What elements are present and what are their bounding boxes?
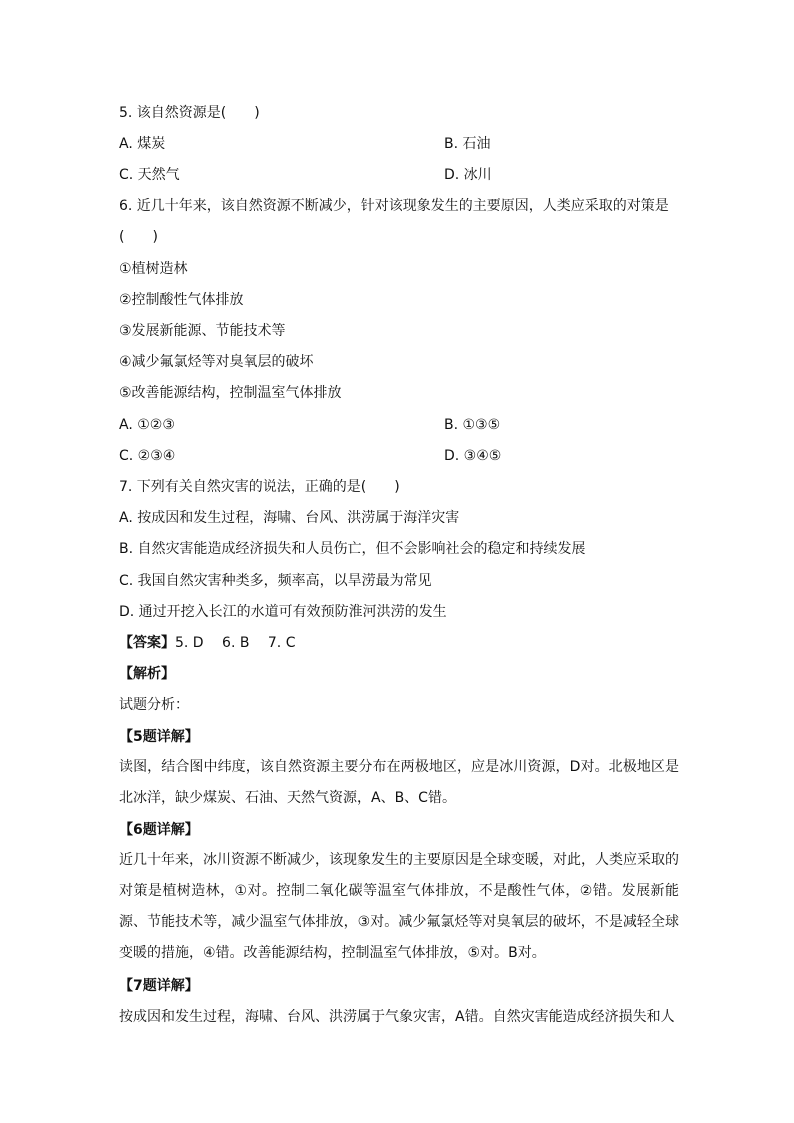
answer-line xyxy=(119,634,295,652)
answer-text: 5. D 6. B 7. C xyxy=(175,635,296,651)
analysis-intro: 试题分析： xyxy=(119,697,189,713)
question-7-option-b: B. 自然灾害能造成经济损失和人员伤亡，但不会影响社会的稳定和持续发展 xyxy=(119,541,586,557)
question-6-item-3: ③发展新能源、节能技术等 xyxy=(119,323,286,339)
analysis-heading: 【解析】 xyxy=(119,666,175,682)
question-7-stem: 7. 下列有关自然灾害的说法，正确的是( ) xyxy=(119,479,400,495)
detail-7-text: 按成因和发生过程，海啸、台风、洪涝属于气象灾害，A错。自然灾害能造成经济损失和人 xyxy=(119,1009,675,1025)
detail-5-text: 读图，结合图中纬度，该自然资源主要分布在两极地区，应是冰川资源，D对。北极地区是北冰洋，缺少煤炭、石油、天然气资源，A、B、C错。 xyxy=(119,759,679,806)
question-6-option-d: D. ③④⑤ xyxy=(444,448,502,464)
question-5-option-b: B. 石油 xyxy=(444,136,491,152)
answer-heading: 【答案】 xyxy=(119,635,175,651)
question-5-option-c: C. 天然气 xyxy=(119,167,180,183)
question-7-option-a: A. 按成因和发生过程，海啸、台风、洪涝属于海洋灾害 xyxy=(119,510,460,526)
detail-5-heading: 【5题详解】 xyxy=(119,729,199,745)
question-6-stem: 6. 近几十年来，该自然资源不断减少，针对该现象发生的主要原因，人类应采取的对策是 xyxy=(119,198,669,214)
question-6-option-c: C. ②③④ xyxy=(119,448,176,464)
question-6-item-2: ②控制酸性气体排放 xyxy=(119,292,244,308)
question-6-option-a: A. ①②③ xyxy=(119,417,175,433)
question-6-stem-continued: ( ) xyxy=(119,229,158,245)
detail-7-heading: 【7题详解】 xyxy=(119,978,199,994)
question-6-option-b: B. ①③⑤ xyxy=(444,417,501,433)
question-5-option-d: D. 冰川 xyxy=(444,167,492,183)
question-6-item-1: ①植树造林 xyxy=(119,261,188,277)
detail-6-text: 近几十年来，冰川资源不断减少，该现象发生的主要原因是全球变暖，对此，人类应采取的对策是植树造林，①对。控制二氧化碳等温室气体排放，不是酸性气体，②错。发展新能源、节能技术等，减少温室气体排放，③对。减少氟氯烃等对臭氧层的破坏，不是减轻全球变暖的措施，④错。改善能源结构，控制温室气体排放，⑤对。B对。 xyxy=(119,852,679,961)
question-5-stem: 5. 该自然资源是( ) xyxy=(119,105,260,121)
question-6-item-4: ④减少氟氯烃等对臭氧层的破坏 xyxy=(119,354,314,370)
question-7-option-d: D. 通过开挖入长江的水道可有效预防淮河洪涝的发生 xyxy=(119,604,447,620)
detail-6-heading: 【6题详解】 xyxy=(119,822,199,838)
question-6-item-5: ⑤改善能源结构，控制温室气体排放 xyxy=(119,385,342,401)
question-5-option-a: A. 煤炭 xyxy=(119,136,166,152)
question-7-option-c: C. 我国自然灾害种类多，频率高，以旱涝最为常见 xyxy=(119,573,432,589)
